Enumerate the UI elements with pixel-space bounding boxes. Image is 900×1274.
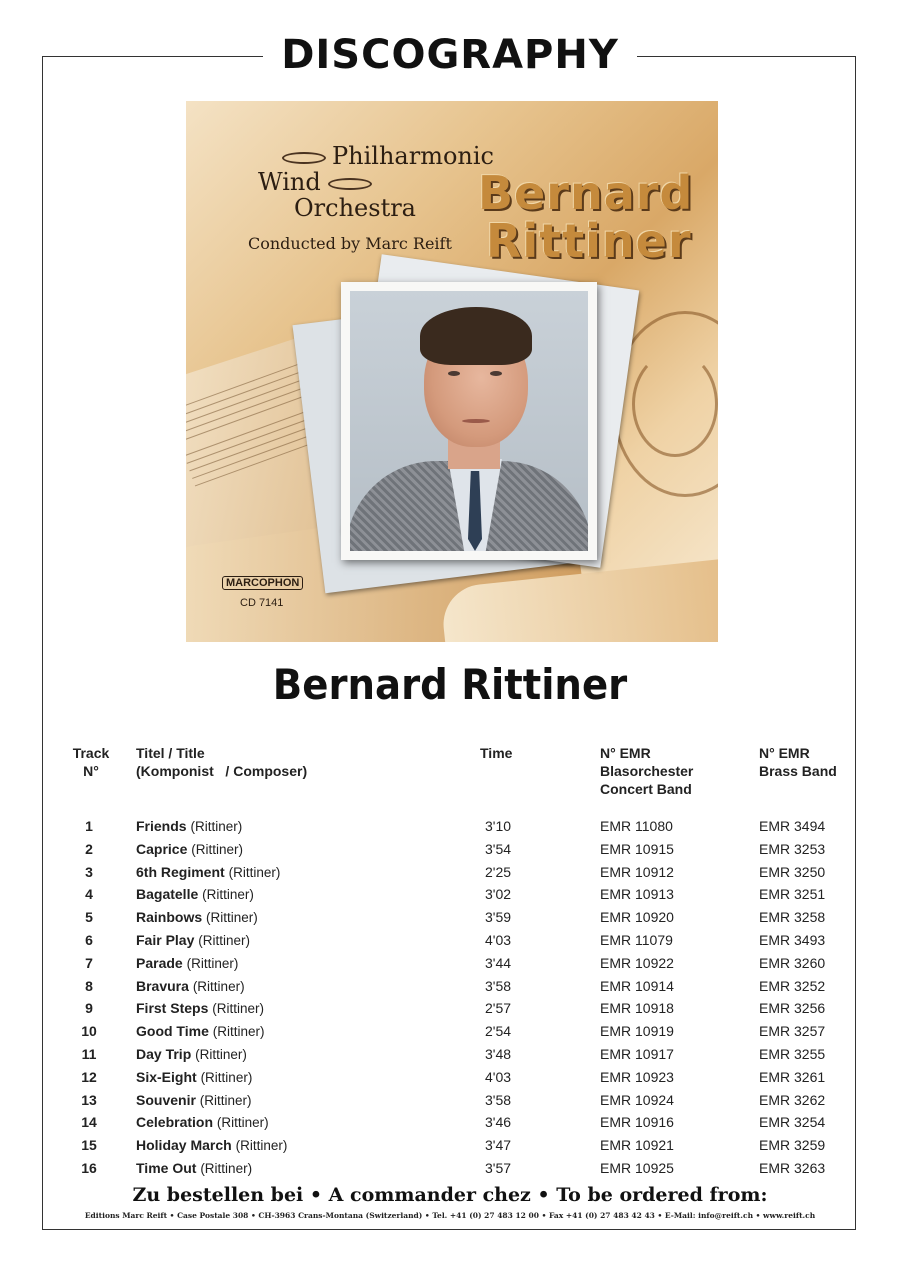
track-composer: (Rittiner) xyxy=(192,978,245,994)
track-emr-concert: EMR 10924 xyxy=(600,1091,674,1108)
track-emr-concert: EMR 10912 xyxy=(600,863,674,880)
track-emr-concert: EMR 11079 xyxy=(600,931,673,948)
header-brass-line2: Brass Band xyxy=(759,763,837,779)
track-composer: (Rittiner) xyxy=(235,1138,288,1154)
track-emr-concert: EMR 11080 xyxy=(600,818,673,834)
track-title-cell xyxy=(136,884,254,905)
swirl-decoration xyxy=(632,351,718,457)
track-number: 15 xyxy=(81,1137,97,1154)
track-time: 3'47 xyxy=(485,1137,512,1154)
track-emr-concert: EMR 10919 xyxy=(600,1023,674,1040)
track-title-cell xyxy=(136,862,280,883)
orchestra-name xyxy=(234,143,494,221)
track-emr-concert: EMR 10922 xyxy=(600,954,674,971)
track-title: Fair Play xyxy=(136,931,195,948)
table-row xyxy=(0,907,900,930)
artist-line-1: Bernard xyxy=(478,166,694,220)
artist-portrait xyxy=(341,282,597,560)
track-title: Souvenir xyxy=(136,1091,196,1108)
table-row xyxy=(0,1158,900,1181)
track-composer: (Rittiner) xyxy=(206,910,258,926)
track-time: 2'25 xyxy=(485,863,512,880)
track-emr-concert: EMR 10915 xyxy=(600,840,674,857)
track-title: Caprice xyxy=(136,840,188,857)
track-emr-concert: EMR 10918 xyxy=(600,1000,674,1017)
track-composer: (Rittiner) xyxy=(198,932,251,948)
track-title: Parade xyxy=(136,954,183,971)
track-composer: (Rittiner) xyxy=(200,1069,253,1085)
track-title: Bagatelle xyxy=(136,886,199,903)
table-row xyxy=(0,998,900,1021)
track-emr-brass: EMR 3256 xyxy=(759,1000,826,1017)
table-row xyxy=(0,1021,900,1044)
track-number: 16 xyxy=(81,1159,97,1176)
table-row xyxy=(0,816,900,839)
header-brass-line1: N° EMR xyxy=(759,745,810,761)
conducted-by: Conducted by Marc Reift xyxy=(248,234,452,253)
track-number: 5 xyxy=(85,909,93,926)
track-composer: (Rittiner) xyxy=(216,1115,269,1131)
track-emr-concert: EMR 10920 xyxy=(600,909,674,926)
table-row xyxy=(0,1067,900,1090)
track-emr-concert: EMR 10916 xyxy=(600,1114,674,1131)
track-title: Good Time xyxy=(136,1023,209,1040)
track-emr-brass: EMR 3493 xyxy=(759,931,826,948)
table-row xyxy=(0,976,900,999)
header-emr-brass xyxy=(759,744,837,780)
table-row xyxy=(0,953,900,976)
track-number: 12 xyxy=(81,1068,97,1085)
track-emr-concert: EMR 10914 xyxy=(600,977,674,994)
track-time: 3'58 xyxy=(485,977,512,994)
track-title: 6th Regiment xyxy=(136,863,225,880)
track-title: Celebration xyxy=(136,1114,214,1131)
track-emr-concert: EMR 10925 xyxy=(600,1159,674,1176)
track-composer: (Rittiner) xyxy=(202,887,254,903)
heading-wrap xyxy=(0,28,900,82)
track-emr-brass: EMR 3262 xyxy=(759,1091,826,1108)
record-label-logo: MARCOPHON xyxy=(222,576,303,590)
track-time: 3'57 xyxy=(485,1159,512,1176)
track-title: Bravura xyxy=(136,977,189,994)
track-number: 6 xyxy=(85,931,93,948)
table-row xyxy=(0,884,900,907)
track-number: 3 xyxy=(85,863,93,880)
track-number: 13 xyxy=(81,1091,97,1108)
track-number: 9 xyxy=(85,1000,93,1017)
track-time: 3'02 xyxy=(485,886,512,903)
track-emr-brass: EMR 3259 xyxy=(759,1137,826,1154)
table-row xyxy=(0,1044,900,1067)
track-title-cell xyxy=(136,1112,269,1133)
cover-artist-name xyxy=(478,166,694,268)
orchestra-line-2: Wind xyxy=(258,168,321,196)
track-time: 3'48 xyxy=(485,1045,512,1062)
ornament-icon xyxy=(328,178,372,190)
track-title-cell xyxy=(136,1044,247,1065)
header-time-label: Time xyxy=(480,745,513,761)
track-title: Day Trip xyxy=(136,1045,192,1062)
track-composer: (Rittiner) xyxy=(199,1092,252,1108)
header-emr-line1: N° EMR xyxy=(600,745,651,761)
track-composer: (Rittiner) xyxy=(212,1024,265,1040)
orchestra-line-1: Philharmonic xyxy=(332,142,494,170)
table-row xyxy=(0,862,900,885)
header-emr-line2: Blasorchester xyxy=(600,763,694,779)
track-title-cell xyxy=(136,907,258,928)
track-emr-concert: EMR 10921 xyxy=(600,1137,674,1154)
page-heading: DISCOGRAPHY xyxy=(263,28,637,82)
track-composer: (Rittiner) xyxy=(190,819,243,834)
track-composer: (Rittiner) xyxy=(212,1001,265,1017)
track-composer: (Rittiner) xyxy=(228,864,281,880)
album-title: Bernard Rittiner xyxy=(272,660,628,709)
track-time: 4'03 xyxy=(485,931,512,948)
track-title: Rainbows xyxy=(136,909,203,926)
track-emr-concert: EMR 10917 xyxy=(600,1045,674,1062)
artist-line-2: Rittiner xyxy=(486,214,692,268)
track-title: Time Out xyxy=(136,1159,197,1176)
header-title-line1: Titel / Title xyxy=(136,745,205,761)
track-composer: (Rittiner) xyxy=(195,1046,247,1062)
track-time: 3'44 xyxy=(485,954,512,971)
track-emr-brass: EMR 3255 xyxy=(759,1045,826,1062)
track-title-cell xyxy=(136,1135,287,1156)
track-time: 3'58 xyxy=(485,1091,512,1108)
header-title-line2: (Komponist / Composer) xyxy=(136,763,308,779)
track-emr-brass: EMR 3250 xyxy=(759,863,826,880)
orchestra-line-3: Orchestra xyxy=(294,194,416,222)
track-title-cell xyxy=(136,953,238,974)
table-row xyxy=(0,839,900,862)
track-time: 3'54 xyxy=(485,840,512,857)
track-title: Six-Eight xyxy=(136,1068,197,1085)
track-number: 8 xyxy=(85,977,93,994)
track-title: Friends xyxy=(136,818,187,834)
track-title-cell xyxy=(136,1090,252,1111)
track-time: 4'03 xyxy=(485,1068,512,1085)
track-number: 1 xyxy=(85,818,93,834)
track-emr-brass: EMR 3251 xyxy=(759,886,826,903)
track-composer: (Rittiner) xyxy=(186,955,239,971)
track-emr-brass: EMR 3260 xyxy=(759,954,826,971)
track-title-cell xyxy=(136,1067,252,1088)
table-row xyxy=(0,1135,900,1158)
track-title-cell xyxy=(136,930,250,951)
track-title-cell xyxy=(136,816,242,837)
header-time xyxy=(480,744,512,762)
track-time: 2'57 xyxy=(485,1000,512,1017)
track-time: 3'59 xyxy=(485,909,512,926)
track-emr-brass: EMR 3258 xyxy=(759,909,826,926)
header-track-line2: N° xyxy=(83,763,99,779)
track-time: 2'54 xyxy=(485,1023,512,1040)
track-title-cell xyxy=(136,1158,252,1179)
track-emr-brass: EMR 3252 xyxy=(759,977,826,994)
cd-cover xyxy=(186,101,718,642)
header-track-line1: Track xyxy=(72,745,110,761)
track-title: Holiday March xyxy=(136,1137,232,1154)
table-row xyxy=(0,930,900,953)
track-emr-brass: EMR 3254 xyxy=(759,1114,826,1131)
track-emr-concert: EMR 10923 xyxy=(600,1068,674,1085)
track-emr-brass: EMR 3494 xyxy=(759,818,826,834)
track-time: 3'10 xyxy=(485,818,512,834)
track-number: 2 xyxy=(85,840,93,857)
track-title-cell xyxy=(136,976,245,997)
track-emr-brass: EMR 3257 xyxy=(759,1023,826,1040)
header-title xyxy=(136,744,307,780)
ornament-icon xyxy=(282,152,326,164)
track-emr-brass: EMR 3253 xyxy=(759,840,826,857)
header-emr-concert xyxy=(600,744,693,798)
table-row xyxy=(0,1090,900,1113)
track-emr-brass: EMR 3261 xyxy=(759,1068,826,1085)
track-title-cell xyxy=(136,1021,265,1042)
track-number: 11 xyxy=(81,1045,97,1062)
track-composer: (Rittiner) xyxy=(200,1160,253,1176)
track-emr-concert: EMR 10913 xyxy=(600,886,674,903)
track-number: 4 xyxy=(85,886,93,903)
catalog-number: CD 7141 xyxy=(240,597,284,609)
header-track xyxy=(66,744,116,780)
contact-line: Editions Marc Reift • Case Postale 308 • CH-3963 Crans-Montana (Switzerland) • Tel. +41 (0) 27 483 12 00 • Fax +41 (0) 27 483 42 43 • E-Mail: info@reift.ch • www.reift.ch xyxy=(84,1211,816,1220)
table-row xyxy=(0,1112,900,1135)
track-composer: (Rittiner) xyxy=(191,841,244,857)
order-line: Zu bestellen bei • A commander chez • To be ordered from: xyxy=(132,1184,768,1206)
track-title-cell xyxy=(136,839,243,860)
track-title-cell xyxy=(136,998,264,1019)
track-number: 14 xyxy=(81,1114,97,1131)
track-list xyxy=(0,816,900,1181)
track-time: 3'46 xyxy=(485,1114,512,1131)
track-title: First Steps xyxy=(136,1000,209,1017)
track-number: 7 xyxy=(85,954,93,971)
header-emr-line3: Concert Band xyxy=(600,781,692,797)
track-number: 10 xyxy=(81,1023,97,1040)
track-emr-brass: EMR 3263 xyxy=(759,1159,826,1176)
